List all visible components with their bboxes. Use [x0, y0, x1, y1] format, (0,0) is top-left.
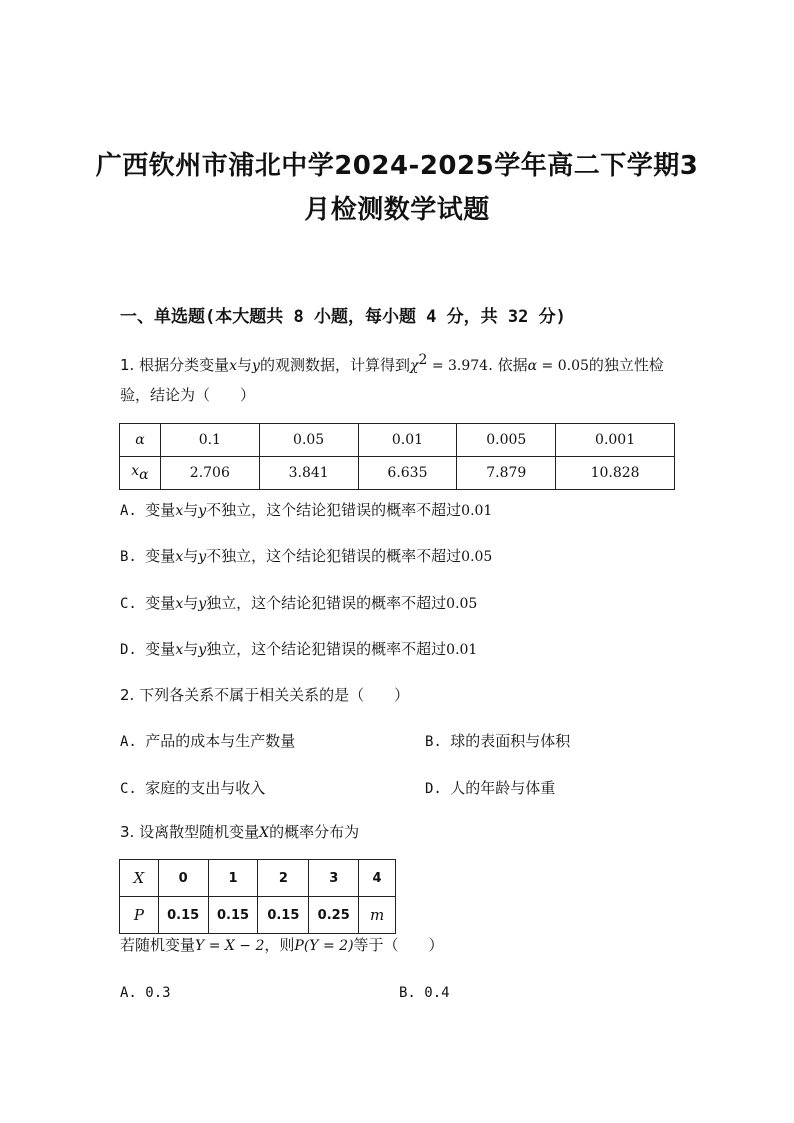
q1-option-b[interactable]: [120, 545, 492, 566]
var-y: y: [198, 549, 207, 565]
section-heading: 一、单选题(本大题共 8 小题，每小题 4 分，共 32 分): [120, 307, 566, 327]
option-text: 0.3: [145, 985, 171, 1001]
option-text: 与: [183, 594, 199, 612]
var-x: x: [175, 503, 184, 519]
table-cell: 2.706: [160, 457, 259, 490]
question-2-stem: 2. 下列各关系不属于相关关系的是（ ）: [120, 686, 410, 704]
table-cell: 6.635: [358, 457, 457, 490]
var-y: y: [252, 358, 260, 374]
table-header-X: X: [120, 860, 159, 897]
table-row: [120, 457, 675, 490]
table-cell: 10.828: [556, 457, 675, 490]
equation-y: Y = X − 2: [195, 938, 265, 954]
q3-option-a[interactable]: [120, 983, 171, 1001]
table-cell: 3: [309, 860, 359, 897]
option-letter: A.: [120, 734, 146, 750]
var-X: X: [259, 825, 270, 841]
option-value: 0.01: [446, 642, 478, 658]
option-text: 家庭的支出与收入: [145, 779, 266, 797]
table-cell-m: m: [359, 897, 396, 934]
q1-text-2: 与: [237, 356, 253, 374]
q1-text-1: 根据分类变量: [139, 356, 230, 374]
table-cell: 0.15: [158, 897, 208, 934]
q3-text-3: 若随机变量: [120, 936, 196, 954]
option-text: 独立，这个结论犯错误的概率不超过: [206, 594, 447, 612]
x-symbol: x: [131, 463, 140, 480]
option-letter: B.: [425, 734, 451, 750]
alpha-subscript: α: [139, 466, 149, 483]
option-text: 与: [183, 640, 199, 658]
table-cell: 4: [359, 860, 396, 897]
question-number: 1.: [120, 356, 140, 374]
table-cell: 1: [208, 860, 258, 897]
option-text: 不独立，这个结论犯错误的概率不超过: [206, 547, 462, 565]
chi-exponent: 2: [418, 352, 428, 368]
option-text: 0.4: [424, 985, 450, 1001]
question-3-stem: [120, 821, 359, 842]
var-x: x: [229, 358, 238, 374]
question-1-stem-line2: 验，结论为（ ）: [120, 386, 256, 404]
q1-option-d[interactable]: [120, 638, 477, 659]
table-cell: 0.01: [358, 424, 457, 457]
option-letter: B.: [120, 549, 146, 565]
q3-text-5: 等于（ ）: [353, 936, 444, 954]
option-letter: C.: [120, 781, 146, 797]
option-letter: A.: [120, 503, 146, 519]
option-text: 与: [183, 547, 199, 565]
q2-option-a[interactable]: [120, 730, 295, 751]
table-cell: 3.841: [259, 457, 358, 490]
table-cell: 0.005: [457, 424, 556, 457]
q1-text-3: 的观测数据，计算得到: [259, 356, 410, 374]
option-text: 变量: [145, 640, 176, 658]
table-cell: 0.001: [556, 424, 675, 457]
q3-text-1: 3. 设离散型随机变量: [120, 823, 260, 841]
table-header-x-alpha: [120, 457, 161, 490]
option-letter: D.: [120, 642, 146, 658]
var-x: x: [175, 642, 184, 658]
table-cell: 0.05: [259, 424, 358, 457]
q2-option-c[interactable]: [120, 777, 265, 798]
alpha-value: = 0.05: [537, 358, 589, 374]
var-x: x: [175, 549, 184, 565]
var-y: y: [198, 642, 207, 658]
table-row: [120, 897, 396, 934]
option-text: 产品的成本与生产数量: [145, 732, 296, 750]
question-1-stem: [120, 352, 664, 375]
option-text: 变量: [145, 501, 176, 519]
option-letter: B.: [399, 985, 425, 1001]
option-text: 变量: [145, 547, 176, 565]
table-header-P: P: [120, 897, 159, 934]
table-cell: 0.1: [160, 424, 259, 457]
option-value: 0.01: [461, 503, 493, 519]
option-value: 0.05: [461, 549, 493, 565]
var-x: x: [175, 596, 184, 612]
q2-option-d[interactable]: [425, 777, 555, 798]
table-row: [120, 860, 396, 897]
option-text: 与: [183, 501, 199, 519]
q1-option-c[interactable]: [120, 592, 477, 613]
option-letter: C.: [120, 596, 146, 612]
q1-option-a[interactable]: [120, 499, 492, 520]
option-text: 球的表面积与体积: [450, 732, 571, 750]
option-letter: D.: [425, 781, 451, 797]
q3-text-2: 的概率分布为: [269, 823, 360, 841]
probability-expression: P(Y = 2): [294, 938, 354, 954]
table-cell: 0: [158, 860, 208, 897]
probability-distribution-table: [119, 859, 396, 934]
table-cell: 0.15: [208, 897, 258, 934]
table-cell: 0.25: [309, 897, 359, 934]
option-text: 变量: [145, 594, 176, 612]
q1-text-5: 的独立性检: [588, 356, 664, 374]
table-cell: 7.879: [457, 457, 556, 490]
q1-text-4: . 依据: [488, 356, 528, 374]
document-title-line2: 月检测数学试题: [304, 195, 490, 225]
var-y: y: [198, 503, 207, 519]
table-row: [120, 424, 675, 457]
option-text: 独立，这个结论犯错误的概率不超过: [206, 640, 447, 658]
chi-square-table: [119, 423, 675, 490]
option-text: 人的年龄与体重: [450, 779, 556, 797]
table-cell: 0.15: [258, 897, 309, 934]
question-3-condition: [120, 934, 444, 955]
chi-value: = 3.974: [427, 358, 489, 374]
var-y: y: [198, 596, 207, 612]
option-value: 0.05: [446, 596, 478, 612]
option-letter: A.: [120, 985, 146, 1001]
q3-option-b[interactable]: [399, 983, 450, 1001]
alpha-symbol: α: [527, 358, 538, 374]
chi-symbol: χ: [409, 358, 419, 374]
table-cell: 2: [258, 860, 309, 897]
table-header-alpha: α: [120, 424, 161, 457]
document-title-line1: 广西钦州市浦北中学2024-2025学年高二下学期3: [95, 151, 699, 181]
q3-text-4: ，则: [264, 936, 295, 954]
option-text: 不独立，这个结论犯错误的概率不超过: [206, 501, 462, 519]
q2-option-b[interactable]: [425, 730, 570, 751]
